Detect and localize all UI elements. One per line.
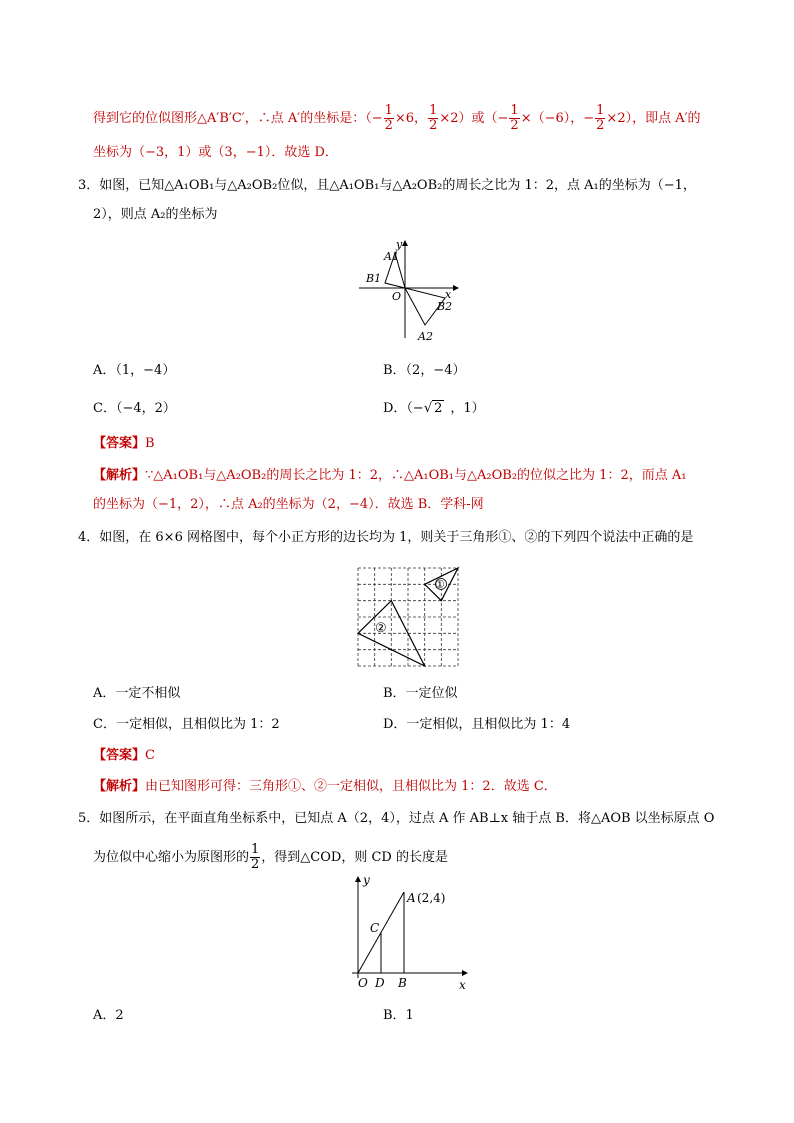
q3-label-b1: B1 xyxy=(366,272,382,285)
q3-answer xyxy=(93,434,155,454)
prev-solution-text-1: 得到它的位似图形△A′B′C′，∴点 A′的坐标是：（− xyxy=(93,111,383,126)
q3-stem-line-1 xyxy=(78,176,696,196)
q4-label-1: ① xyxy=(435,578,445,591)
fraction-3: $\frac{1}{2}$ xyxy=(510,103,519,133)
q3-option-b[interactable]: B．（2，−4） xyxy=(383,363,466,378)
q3-option-d[interactable]: D．（−√ 2 ，1） xyxy=(383,401,485,416)
q4-label-2: ② xyxy=(375,621,387,636)
q5-figure xyxy=(340,872,475,992)
q4-answer-value: C xyxy=(145,748,155,763)
q3-label-x: x xyxy=(445,288,452,301)
analysis-tag: 【解析】 xyxy=(93,468,146,483)
answer-tag: 【答案】 xyxy=(93,748,146,763)
q3-label-a2: A2 xyxy=(418,330,433,343)
q5-number: 5． xyxy=(78,811,100,826)
q5-option-b[interactable]: B．1 xyxy=(383,1008,414,1023)
prev-solution-line-1: 得到它的位似图形△A′B′C′，∴点 A′的坐标是：（− $\frac{1}{2}$ ×6， $\frac{1}{2}$ ×2）或（− $\frac{1}{2}$ ×（−6），− $\frac{1}{2}$ ×2），即点 A′的 xyxy=(93,103,701,133)
q3-figure xyxy=(355,238,465,350)
sqrt-radicand: 2 xyxy=(434,401,443,416)
q5-x-arrow xyxy=(462,970,468,976)
q5-label-o: O xyxy=(358,976,368,990)
q3-label-b2: B2 xyxy=(437,300,453,313)
q3-label-o: O xyxy=(392,290,402,303)
q5-stem-text: 如图所示，在平面直角坐标系中，已知点 A（2，4），过点 A 作 AB⊥x 轴于点 B．将△AOB 以坐标原点 O xyxy=(99,811,715,826)
q4-stem-line-1 xyxy=(78,528,693,548)
prev-solution-line-2: 坐标为（−3，1）或（3，−1）．故选 D． xyxy=(93,145,338,160)
q5-stem-line-1 xyxy=(78,809,714,829)
answer-tag: 【答案】 xyxy=(93,436,146,451)
fraction-4: $\frac{1}{2}$ xyxy=(596,103,605,133)
q4-option-a[interactable]: A．一定不相似 xyxy=(93,686,181,701)
q3-y-arrow xyxy=(402,240,408,246)
fraction-1: $\frac{1}{2}$ xyxy=(384,103,393,133)
q5-option-a[interactable]: A．2 xyxy=(93,1008,124,1023)
q4-option-c[interactable]: C．一定相似，且相似比为 1：2 xyxy=(93,717,280,732)
q5-label-x: x xyxy=(459,978,466,992)
q5-y-arrow xyxy=(355,876,361,882)
q4-option-b[interactable]: B．一定位似 xyxy=(383,686,458,701)
q5-label-b: B xyxy=(398,976,407,990)
fraction-2: $\frac{1}{2}$ xyxy=(429,103,438,133)
q3-label-a1: A1 xyxy=(384,250,399,263)
q3-x-arrow xyxy=(453,285,459,291)
q3-label-y: y xyxy=(396,238,403,251)
q3-option-a[interactable]: A．（1，−4） xyxy=(93,363,176,378)
q5-stem-line-2: 为位似中心缩小为原图形的 $\frac{1}{2}$ ，得到△COD，则 CD 的长度是 xyxy=(93,842,448,872)
q3-stem-text: 如图，已知△A₁OB₁与△A₂OB₂位似，且△A₁OB₁与△A₂OB₂的周长之比为 1：2，点 A₁的坐标为（−1， xyxy=(99,178,696,193)
q3-stem-line-2: 2），则点 A₂的坐标为 xyxy=(93,207,218,222)
q5-label-a: A xyxy=(407,891,416,905)
q5-label-d: D xyxy=(375,976,385,990)
q3-number: 3． xyxy=(78,178,100,193)
q4-option-d[interactable]: D．一定相似，且相似比为 1：4 xyxy=(383,717,571,732)
q4-grid-figure xyxy=(355,565,461,667)
q4-analysis: 【解析】由已知图形可得：三角形①、②一定相似，且相似比为 1：2．故选 C． xyxy=(93,779,557,794)
q3-answer-value: B xyxy=(145,436,155,451)
q5-label-y: y xyxy=(363,873,370,887)
q4-answer xyxy=(93,746,155,766)
q5-fraction: $\frac{1}{2}$ xyxy=(251,842,260,872)
q3-option-c[interactable]: C．（−4，2） xyxy=(93,401,176,416)
q3-analysis-line-2: 的坐标为（−1，2），∴点 A₂的坐标为（2，−4）．故选 B．学科-网 xyxy=(93,497,484,512)
q5-label-a-coord: (2,4) xyxy=(417,891,446,905)
q5-label-c: C xyxy=(370,921,380,935)
q4-stem-text: 如图，在 6×6 网格图中，每个小正方形的边长均为 1，则关于三角形①、②的下列四个说法中正确的是 xyxy=(99,530,694,545)
analysis-tag: 【解析】 xyxy=(93,779,146,794)
q4-number: 4． xyxy=(78,530,100,545)
q3-analysis-line-1: 【解析】∵△A₁OB₁与△A₂OB₂的周长之比为 1：2，∴△A₁OB₁与△A₂OB₂的位似之比为 1：2，而点 A₁ xyxy=(93,468,687,483)
